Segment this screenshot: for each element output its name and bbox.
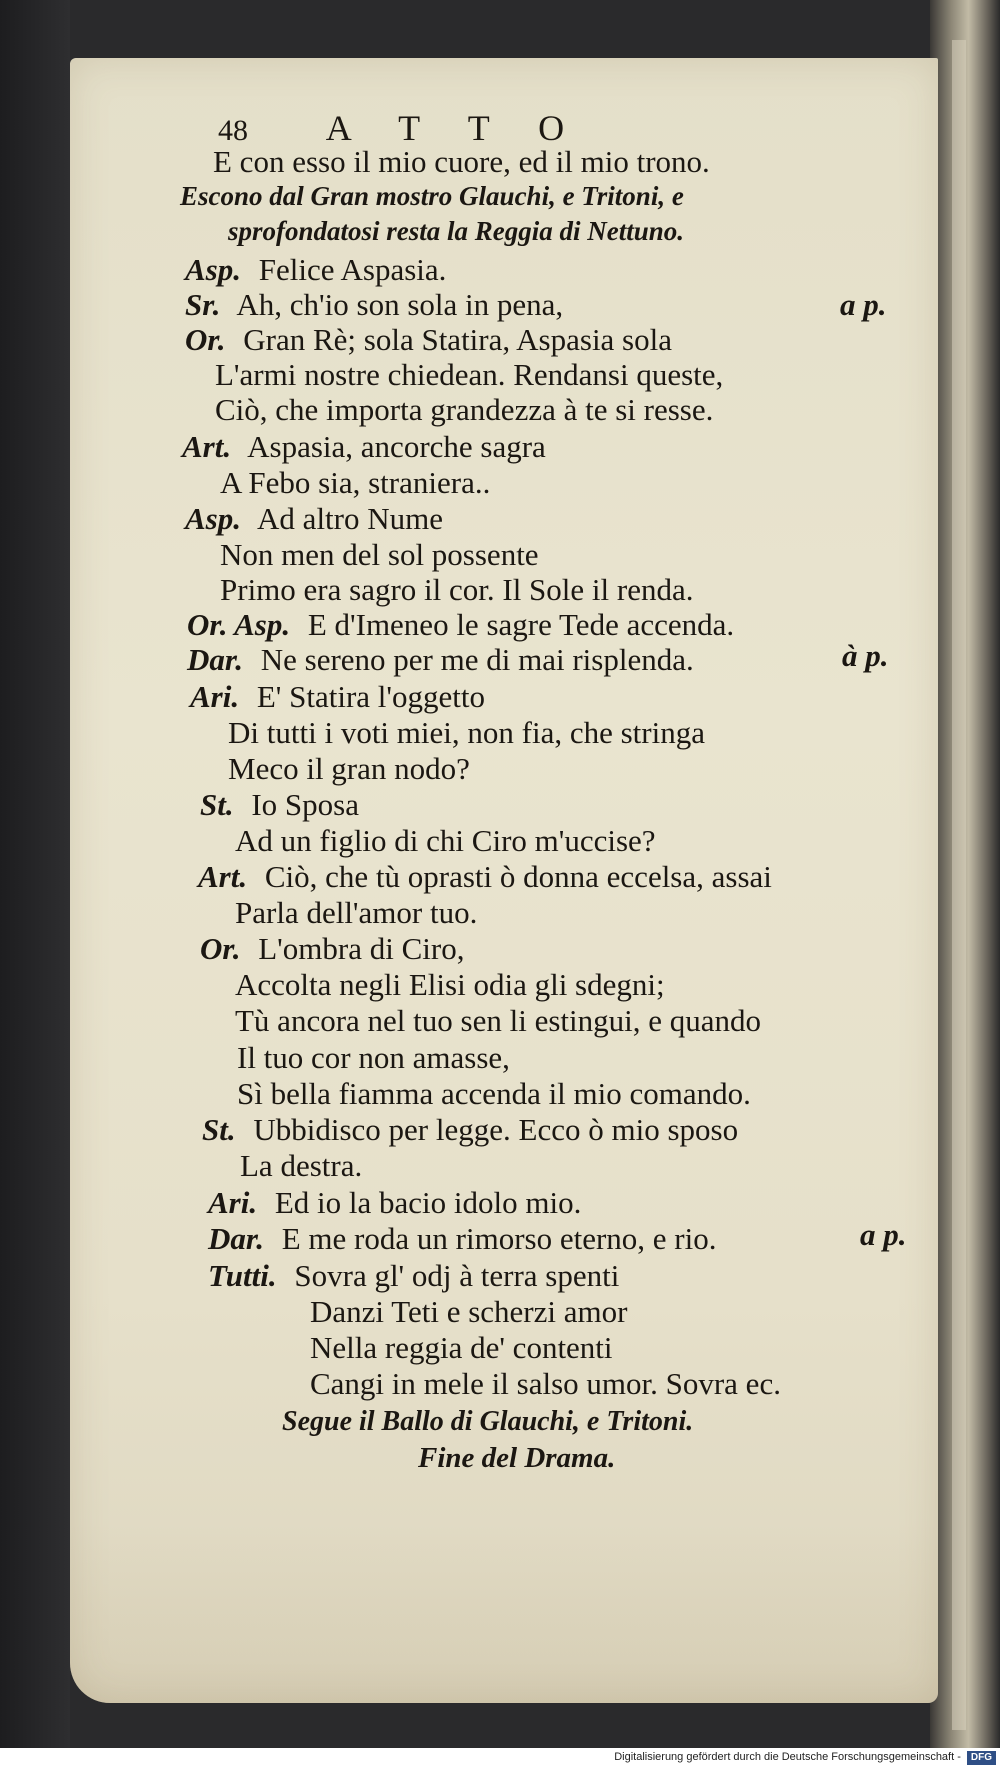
- line-text: Sovra gl' odj à terra spenti: [294, 1258, 620, 1293]
- line-text: Gran Rè; sola Statira, Aspasia sola: [243, 322, 672, 357]
- page-number: 48: [218, 114, 248, 147]
- line-text: Io Sposa: [251, 787, 359, 822]
- stage-direction: [180, 178, 684, 214]
- line-text: Aspasia, ancorche sagra: [247, 429, 546, 464]
- text-line: [228, 715, 705, 751]
- footer-text: Digitalisierung gefördert durch die Deutsche Forschungsgemeinschaft -: [614, 1751, 961, 1763]
- speaker-label: Or.: [200, 931, 241, 966]
- line-text: Ed io la bacio idolo mio.: [274, 1185, 582, 1220]
- dialogue-line: [190, 679, 485, 715]
- aside-marker: à p.: [842, 638, 889, 673]
- speaker-label: St.: [200, 787, 234, 822]
- speaker-label: Or.: [185, 322, 226, 357]
- aside-marker: a p.: [840, 287, 887, 322]
- speaker-label: Dar.: [208, 1221, 264, 1256]
- speaker-label: Dar.: [187, 642, 243, 677]
- spine-page-edge: [952, 40, 966, 1730]
- text-line: [235, 895, 477, 931]
- line-text: Fine del Drama.: [418, 1442, 616, 1474]
- dialogue-line: [198, 859, 772, 895]
- line-text: Ah, ch'io son sola in pena,: [236, 287, 564, 322]
- line-text: sprofondatosi resta la Reggia di Nettuno.: [228, 216, 685, 246]
- aside-marker: a p.: [860, 1217, 907, 1252]
- line-text: Meco il gran nodo?: [228, 751, 470, 786]
- stage-direction: [228, 213, 684, 249]
- end-note: [418, 1440, 615, 1476]
- dialogue-line: [200, 787, 359, 823]
- text-line: [220, 465, 490, 501]
- text-line: [237, 1040, 510, 1076]
- line-text: E me roda un rimorso eterno, e rio.: [281, 1221, 717, 1256]
- speaker-label: Tutti.: [208, 1258, 277, 1293]
- text-line: [240, 1148, 362, 1184]
- stage-direction: [282, 1404, 693, 1440]
- text-line: [310, 1294, 627, 1330]
- speaker-label: Ari.: [190, 679, 240, 714]
- dialogue-line: [187, 642, 694, 678]
- speaker-label: Art.: [198, 859, 248, 894]
- line-text: Non men del sol possente: [220, 537, 539, 572]
- speaker-label: St.: [202, 1112, 236, 1147]
- text-line: [310, 1366, 781, 1402]
- dialogue-line: [185, 501, 443, 537]
- dialogue-line: [202, 1112, 738, 1148]
- text-line: [215, 392, 713, 428]
- line-text: La destra.: [240, 1148, 363, 1183]
- line-text: E con esso il mio cuore, ed il mio trono.: [213, 144, 710, 179]
- speaker-label: Or. Asp.: [187, 607, 291, 642]
- line-text: L'ombra di Ciro,: [258, 931, 465, 966]
- line-text: Il tuo cor non amasse,: [237, 1040, 510, 1075]
- speaker-label: Sr.: [185, 287, 221, 322]
- line-text: Ad altro Nume: [257, 501, 444, 536]
- line-text: Cangi in mele il salso umor. Sovra ec.: [310, 1366, 781, 1401]
- text-line: [213, 144, 710, 180]
- line-text: Segue il Ballo di Glauchi, e Tritoni.: [282, 1406, 694, 1437]
- speaker-label: Asp.: [185, 501, 241, 536]
- line-text: Danzi Teti e scherzi amor: [310, 1294, 628, 1329]
- line-text: Ad un figlio di chi Ciro m'uccise?: [235, 823, 656, 858]
- book-page: [70, 58, 938, 1703]
- text-line: [235, 1003, 761, 1039]
- text-line: [235, 823, 656, 859]
- text-line: [220, 537, 539, 573]
- line-text: E' Statira l'oggetto: [256, 679, 485, 714]
- dialogue-line: [185, 322, 672, 358]
- text-line: [228, 751, 470, 787]
- line-text: Tù ancora nel tuo sen li estingui, e quando: [235, 1003, 762, 1038]
- dialogue-line: [187, 607, 734, 643]
- dialogue-line: [182, 429, 546, 465]
- digitization-footer: [0, 1748, 1000, 1766]
- running-title: A T T O: [325, 108, 585, 148]
- text-line: [310, 1330, 613, 1366]
- line-text: Felice Aspasia.: [258, 252, 447, 287]
- line-text: Escono dal Gran mostro Glauchi, e Tritoni, e: [180, 181, 684, 211]
- text-line: [235, 967, 665, 1003]
- text-line: [220, 572, 694, 608]
- line-text: Ciò, che tù oprasti ò donna eccelsa, assai: [264, 859, 772, 894]
- line-text: Nella reggia de' contenti: [310, 1330, 613, 1365]
- speaker-label: Asp.: [185, 252, 241, 287]
- line-text: L'armi nostre chiedean. Rendansi queste,: [215, 357, 724, 392]
- dialogue-line: [185, 252, 446, 288]
- line-text: A Febo sia, straniera..: [220, 465, 491, 500]
- dialogue-line: [208, 1221, 716, 1257]
- speaker-label: Ari.: [208, 1185, 258, 1220]
- dialogue-line: [208, 1258, 619, 1294]
- dialogue-line: [208, 1185, 581, 1221]
- line-text: E d'Imeneo le sagre Tede accenda.: [307, 607, 735, 642]
- line-text: Parla dell'amor tuo.: [235, 895, 478, 930]
- text-line: [237, 1076, 751, 1112]
- dfg-logo-icon: DFG: [967, 1751, 996, 1765]
- line-text: Ciò, che importa grandezza à te si resse.: [215, 392, 714, 427]
- line-text: Ne sereno per me di mai risplenda.: [260, 642, 694, 677]
- line-text: Primo era sagro il cor. Il Sole il renda.: [220, 572, 694, 607]
- line-text: Accolta negli Elisi odia gli sdegni;: [235, 967, 665, 1002]
- speaker-label: Art.: [182, 429, 232, 464]
- line-text: Di tutti i voti miei, non fia, che stringa: [228, 715, 705, 750]
- dialogue-line: [200, 931, 464, 967]
- dialogue-line: [185, 287, 563, 323]
- line-text: Sì bella fiamma accenda il mio comando.: [237, 1076, 751, 1111]
- line-text: Ubbidisco per legge. Ecco ò mio sposo: [253, 1112, 739, 1147]
- scanner-backdrop-left: [0, 0, 70, 1766]
- text-line: [215, 357, 723, 393]
